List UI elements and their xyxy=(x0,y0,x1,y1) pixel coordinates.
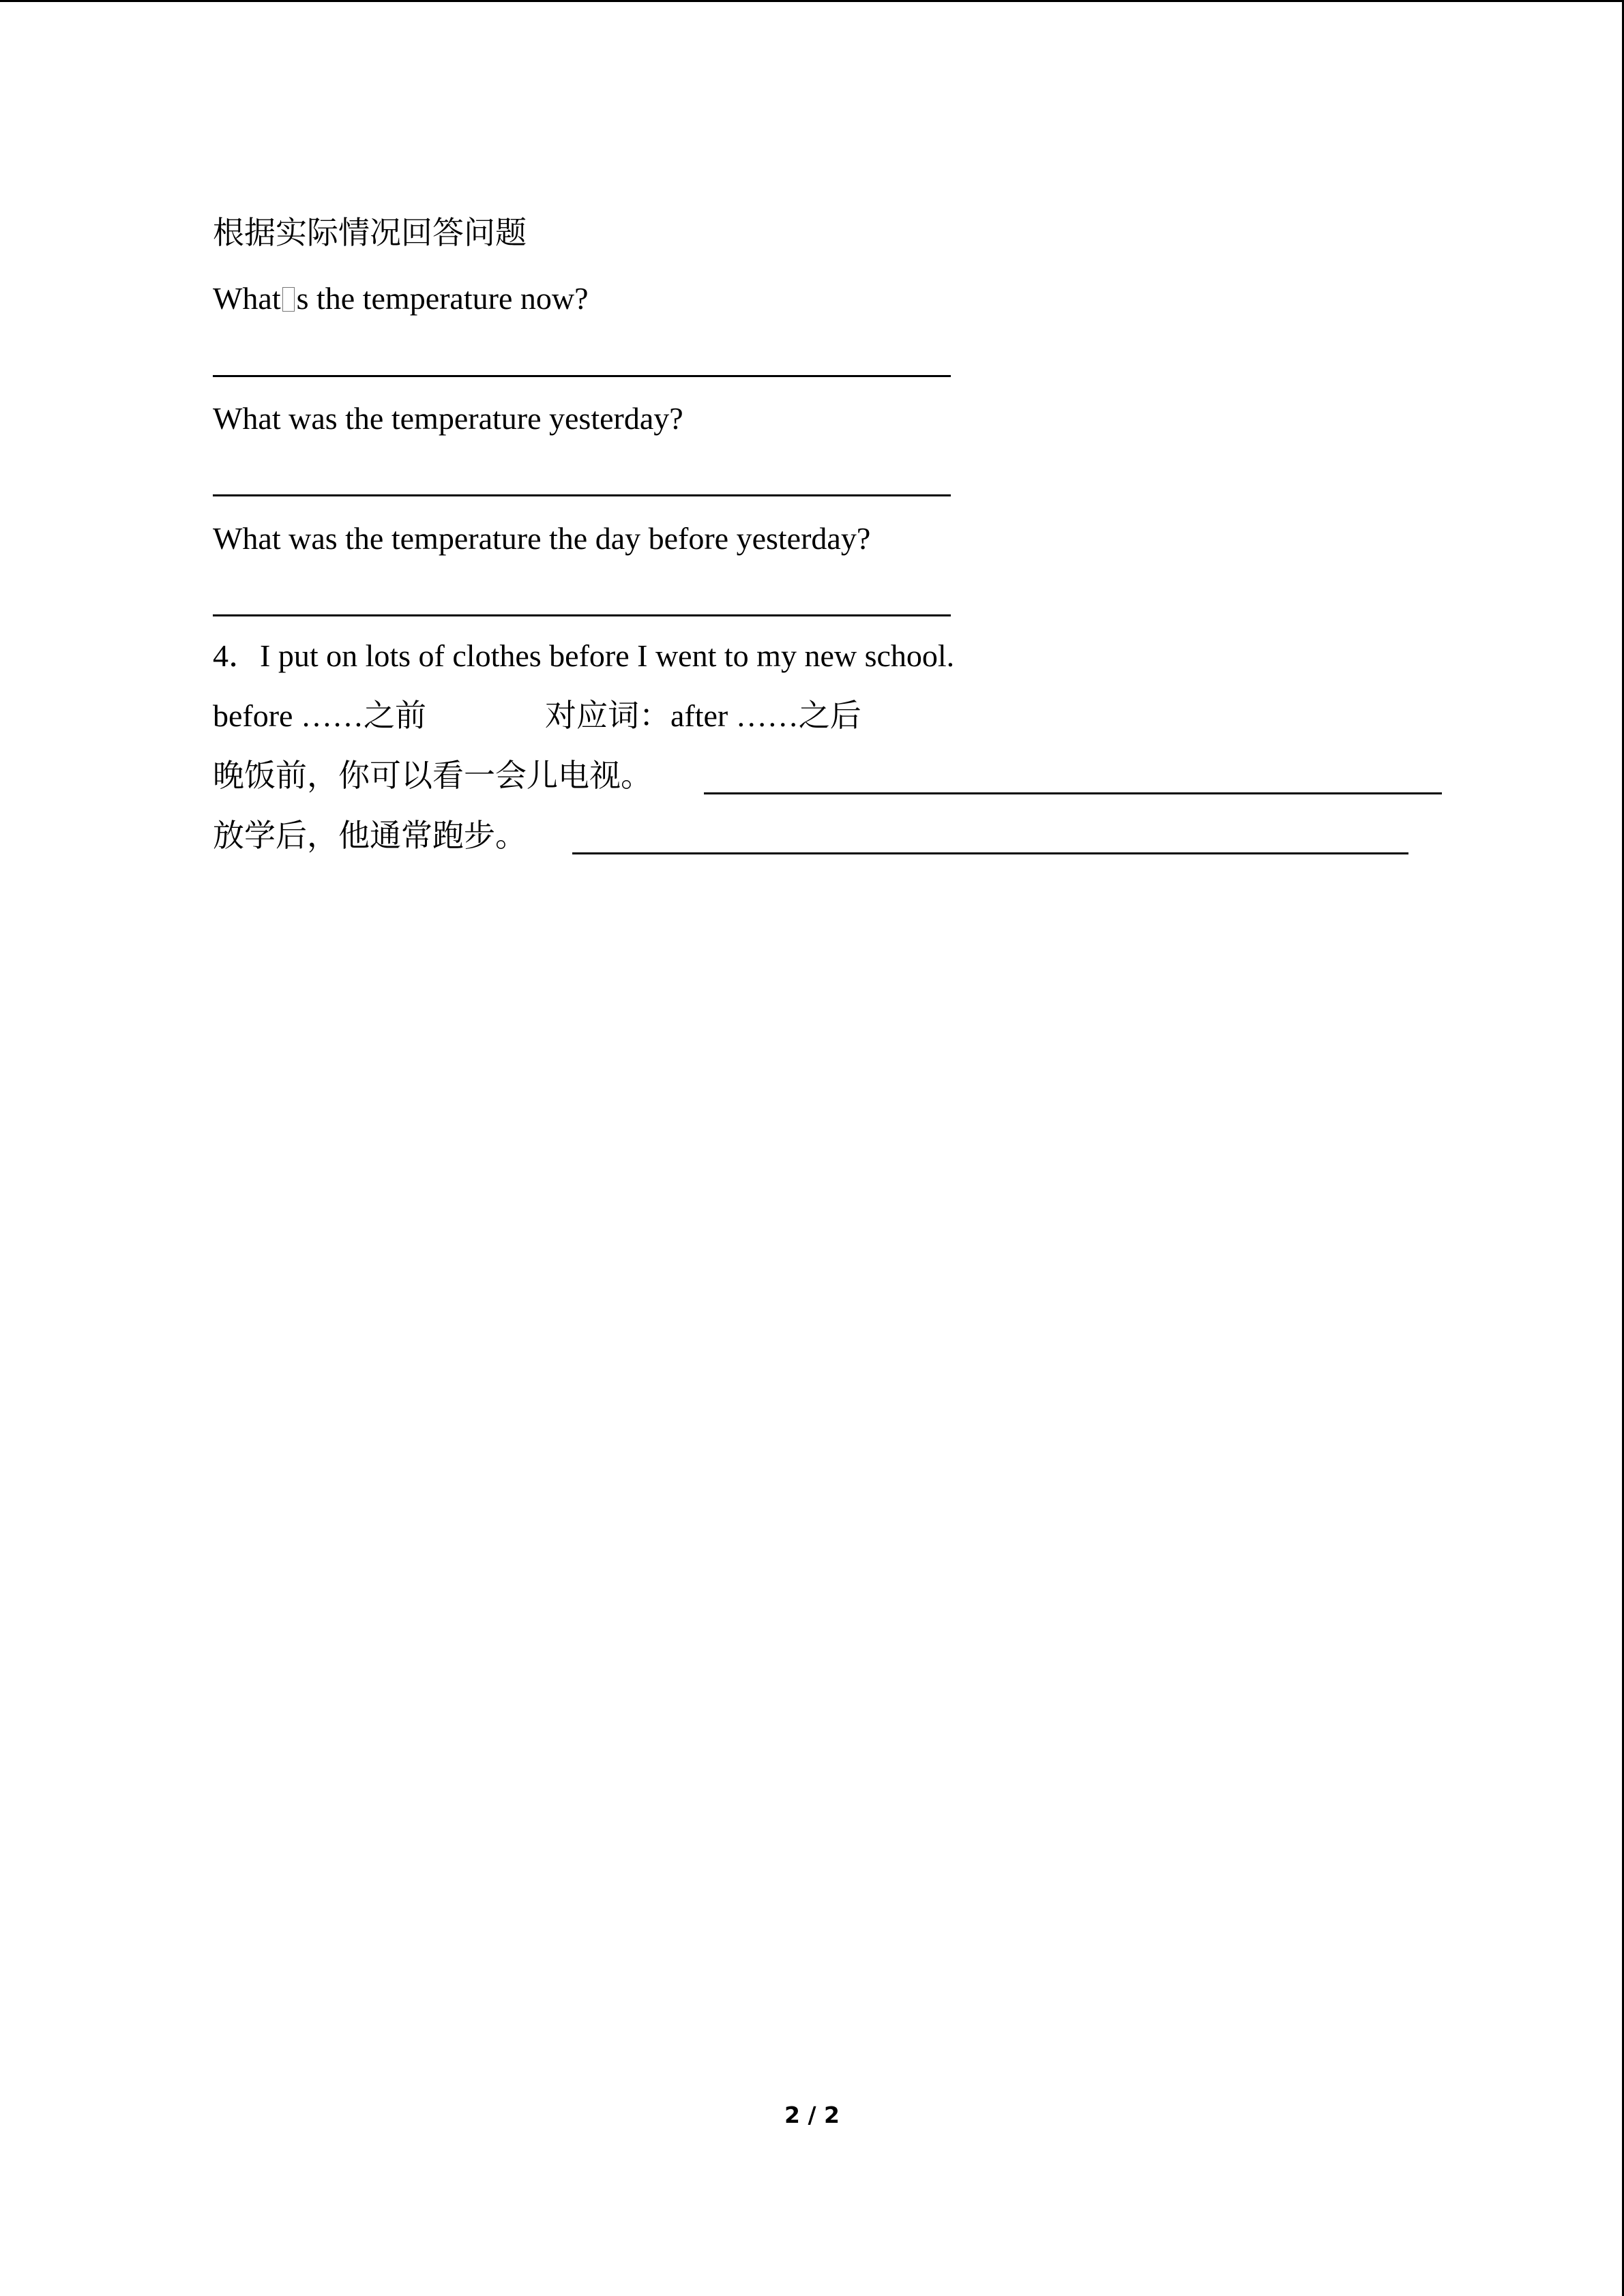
section-heading: 根据实际情况回答问题 xyxy=(213,215,527,250)
vocab-after: 对应词：after ……之后 xyxy=(544,698,861,733)
question-temperature-now xyxy=(213,280,589,318)
page-border-top xyxy=(0,0,1624,2)
question-temperature-day-before: What was the temperature the day before yesterday? xyxy=(213,521,871,556)
exercise-after-school: 放学后，他通常跑步。 xyxy=(213,818,527,853)
item4-sentence: 4．I put on lots of clothes before I went to my new school. xyxy=(213,638,955,673)
answer-line-before-dinner[interactable] xyxy=(704,792,1442,794)
question-temperature-yesterday: What was the temperature yesterday? xyxy=(213,401,683,436)
question-temperature-now-part1: What xyxy=(213,281,281,316)
vocab-line xyxy=(213,697,861,735)
vocab-before: before ……之前 xyxy=(213,698,426,733)
missing-glyph-box xyxy=(282,287,295,312)
page-number: 2 / 2 xyxy=(784,2102,840,2128)
answer-line-after-school[interactable] xyxy=(572,852,1408,854)
answer-line-temperature-yesterday[interactable] xyxy=(213,494,951,496)
exercise-before-dinner: 晚饭前，你可以看一会儿电视。 xyxy=(213,758,652,793)
answer-line-temperature-day-before[interactable] xyxy=(213,614,951,616)
answer-line-temperature-now[interactable] xyxy=(213,375,951,377)
question-temperature-now-part2: s the temperature now? xyxy=(296,281,589,316)
